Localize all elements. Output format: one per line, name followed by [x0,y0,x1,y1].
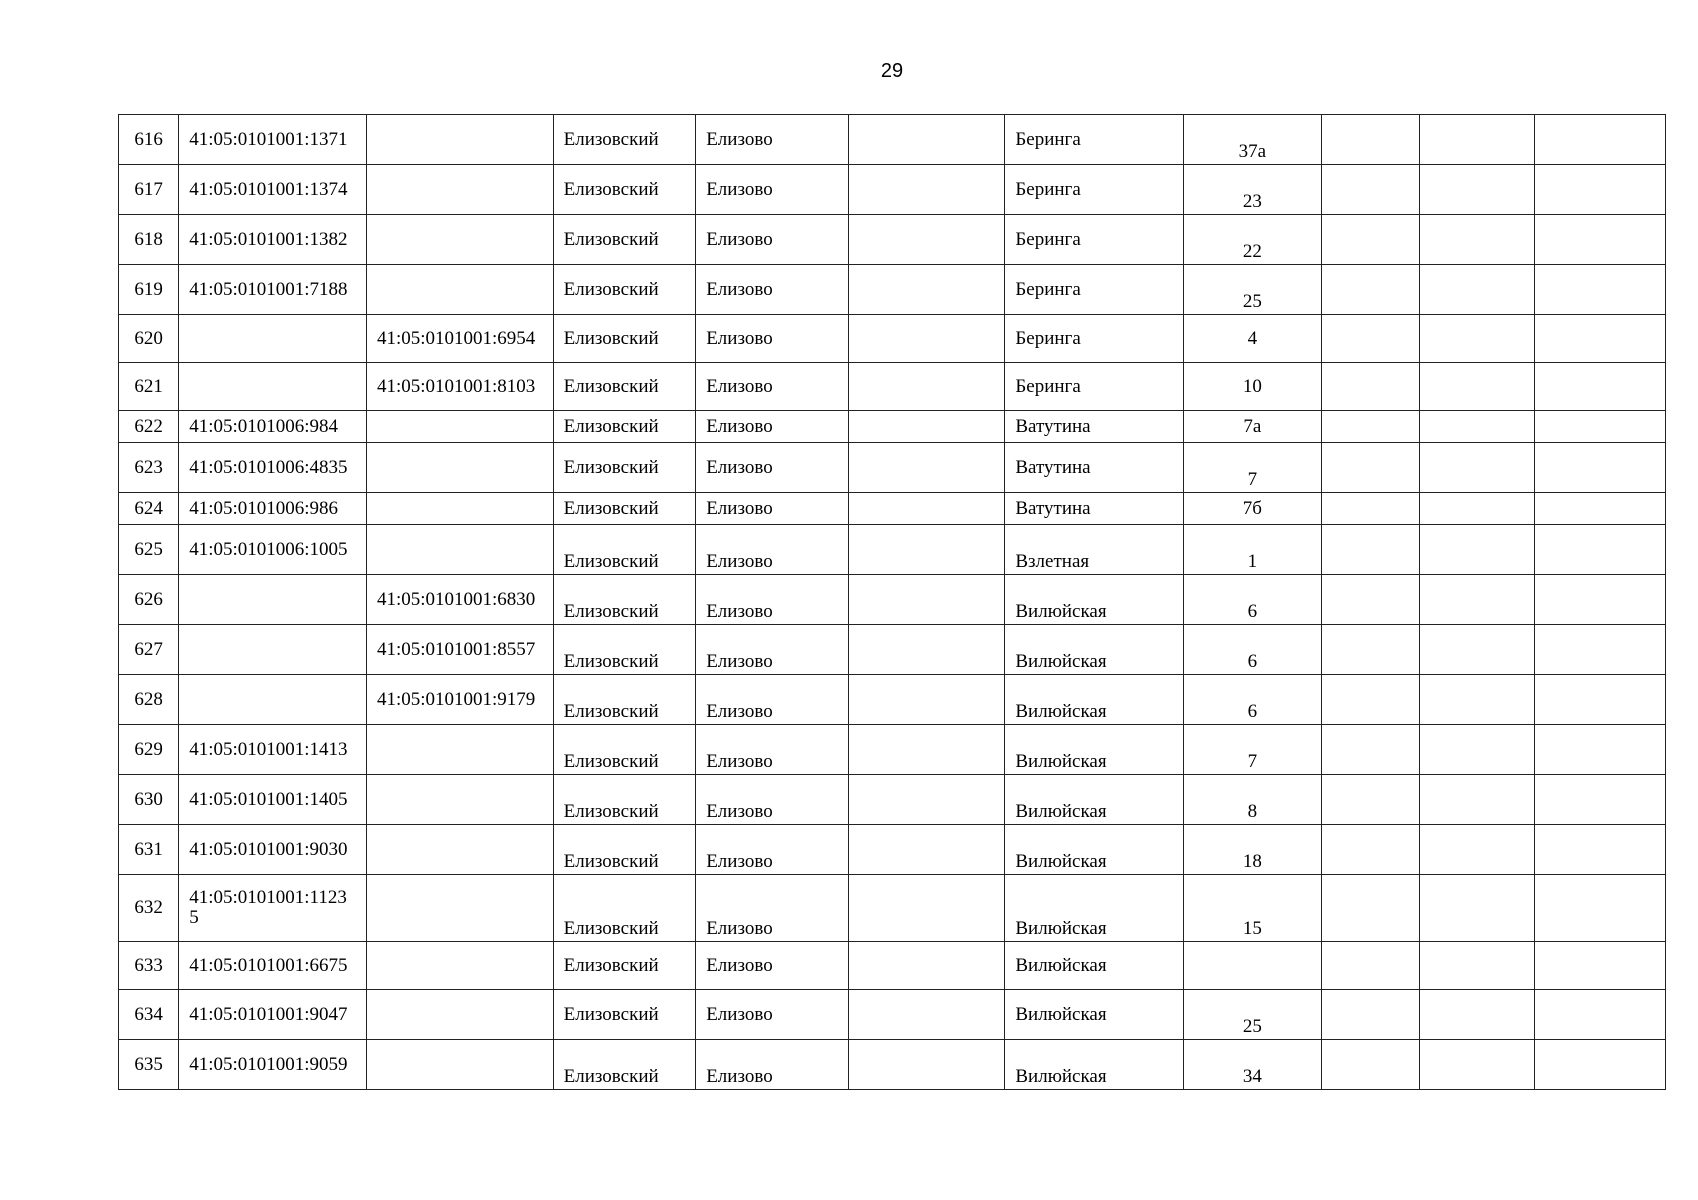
table-row [119,625,1666,675]
row-number: 625 [119,525,179,575]
linked-cadastral-number-cell [366,725,553,775]
district-cell: Елизовский [553,363,696,411]
city-cell: Елизово [696,363,849,411]
empty-cell [848,825,1005,875]
cadastral-number-cell: 41:05:0101001:7188 [179,265,367,315]
street-cell: Вилюйская [1005,625,1184,675]
empty-cell [1535,942,1666,990]
table-row [119,315,1666,363]
street-cell: Ватутина [1005,493,1184,525]
empty-cell [1419,675,1534,725]
street-cell: Вилюйская [1005,1040,1184,1090]
linked-cadastral-number-cell [366,825,553,875]
street-cell: Ватутина [1005,443,1184,493]
row-number: 624 [119,493,179,525]
empty-cell [1419,493,1534,525]
empty-cell [1535,675,1666,725]
house-number-cell: 22 [1184,215,1322,265]
empty-cell [1535,725,1666,775]
cadastral-number-cell: 41:05:0101001:1413 [179,725,367,775]
empty-cell [848,115,1005,165]
empty-cell [1321,990,1419,1040]
row-number: 632 [119,875,179,942]
district-cell: Елизовский [553,1040,696,1090]
row-number: 634 [119,990,179,1040]
empty-cell [848,675,1005,725]
cadastral-number-cell: 41:05:0101001:9030 [179,825,367,875]
linked-cadastral-number-cell [366,165,553,215]
city-cell: Елизово [696,315,849,363]
district-cell: Елизовский [553,115,696,165]
empty-cell [848,875,1005,942]
empty-cell [848,625,1005,675]
address-registry-table [118,114,1666,1090]
empty-cell [1535,1040,1666,1090]
empty-cell [848,315,1005,363]
empty-cell [1535,875,1666,942]
empty-cell [1321,315,1419,363]
empty-cell [1321,875,1419,942]
house-number-cell: 7 [1184,725,1322,775]
cadastral-number-cell [179,363,367,411]
table-row [119,990,1666,1040]
district-cell: Елизовский [553,875,696,942]
empty-cell [1535,363,1666,411]
row-number: 633 [119,942,179,990]
empty-cell [1535,775,1666,825]
cadastral-number-cell: 41:05:0101006:986 [179,493,367,525]
empty-cell [848,443,1005,493]
house-number-cell: 6 [1184,575,1322,625]
city-cell: Елизово [696,411,849,443]
row-number: 617 [119,165,179,215]
linked-cadastral-number-cell: 41:05:0101001:8557 [366,625,553,675]
street-cell: Беринга [1005,265,1184,315]
district-cell: Елизовский [553,315,696,363]
row-number: 623 [119,443,179,493]
linked-cadastral-number-cell: 41:05:0101001:8103 [366,363,553,411]
table-row [119,411,1666,443]
empty-cell [1321,443,1419,493]
street-cell: Взлетная [1005,525,1184,575]
empty-cell [848,493,1005,525]
empty-cell [1321,525,1419,575]
empty-cell [1321,625,1419,675]
house-number-cell: 25 [1184,265,1322,315]
table-row [119,525,1666,575]
empty-cell [848,165,1005,215]
house-number-cell: 7б [1184,493,1322,525]
table-row [119,215,1666,265]
empty-cell [1321,411,1419,443]
empty-cell [1321,775,1419,825]
empty-cell [848,990,1005,1040]
empty-cell [1535,825,1666,875]
cadastral-number-cell: 41:05:0101001:1371 [179,115,367,165]
house-number-cell: 18 [1184,825,1322,875]
table-row [119,1040,1666,1090]
empty-cell [1535,525,1666,575]
row-number: 619 [119,265,179,315]
district-cell: Елизовский [553,625,696,675]
street-cell: Ватутина [1005,411,1184,443]
row-number: 631 [119,825,179,875]
street-cell: Вилюйская [1005,825,1184,875]
street-cell: Беринга [1005,363,1184,411]
empty-cell [1419,215,1534,265]
cadastral-number-cell [179,625,367,675]
empty-cell [1419,363,1534,411]
empty-cell [1419,165,1534,215]
linked-cadastral-number-cell [366,1040,553,1090]
linked-cadastral-number-cell [366,215,553,265]
district-cell: Елизовский [553,165,696,215]
row-number: 626 [119,575,179,625]
linked-cadastral-number-cell [366,525,553,575]
district-cell: Елизовский [553,725,696,775]
district-cell: Елизовский [553,493,696,525]
house-number-cell: 6 [1184,625,1322,675]
linked-cadastral-number-cell [366,875,553,942]
table-row [119,775,1666,825]
row-number: 630 [119,775,179,825]
empty-cell [1419,575,1534,625]
empty-cell [1321,493,1419,525]
table-row [119,265,1666,315]
city-cell: Елизово [696,942,849,990]
street-cell: Беринга [1005,315,1184,363]
empty-cell [848,265,1005,315]
street-cell: Вилюйская [1005,875,1184,942]
house-number-cell: 25 [1184,990,1322,1040]
linked-cadastral-number-cell [366,775,553,825]
district-cell: Елизовский [553,775,696,825]
cadastral-number-cell: 41:05:0101001:9059 [179,1040,367,1090]
district-cell: Елизовский [553,265,696,315]
house-number-cell: 7а [1184,411,1322,443]
cadastral-number-cell: 41:05:0101001:1405 [179,775,367,825]
table-row [119,575,1666,625]
empty-cell [1321,115,1419,165]
house-number-cell: 1 [1184,525,1322,575]
district-cell: Елизовский [553,575,696,625]
city-cell: Елизово [696,875,849,942]
city-cell: Елизово [696,990,849,1040]
table-row [119,165,1666,215]
city-cell: Елизово [696,675,849,725]
street-cell: Беринга [1005,165,1184,215]
linked-cadastral-number-cell [366,265,553,315]
street-cell: Вилюйская [1005,942,1184,990]
empty-cell [1535,575,1666,625]
street-cell: Беринга [1005,215,1184,265]
row-number: 621 [119,363,179,411]
cadastral-number-cell [179,315,367,363]
district-cell: Елизовский [553,443,696,493]
empty-cell [1419,115,1534,165]
city-cell: Елизово [696,575,849,625]
linked-cadastral-number-cell [366,493,553,525]
empty-cell [848,775,1005,825]
city-cell: Елизово [696,725,849,775]
empty-cell [1535,990,1666,1040]
street-cell: Вилюйская [1005,990,1184,1040]
table-row [119,493,1666,525]
empty-cell [848,215,1005,265]
empty-cell [848,411,1005,443]
empty-cell [1419,825,1534,875]
city-cell: Елизово [696,825,849,875]
empty-cell [1419,942,1534,990]
cadastral-number-cell: 41:05:0101001:1382 [179,215,367,265]
empty-cell [1535,165,1666,215]
linked-cadastral-number-cell [366,115,553,165]
cadastral-number-cell: 41:05:0101001:11235 [179,875,367,942]
table-row [119,725,1666,775]
empty-cell [1535,493,1666,525]
empty-cell [1321,825,1419,875]
empty-cell [1321,215,1419,265]
street-cell: Беринга [1005,115,1184,165]
city-cell: Елизово [696,265,849,315]
city-cell: Елизово [696,1040,849,1090]
row-number: 635 [119,1040,179,1090]
row-number: 620 [119,315,179,363]
city-cell: Елизово [696,165,849,215]
cadastral-number-cell: 41:05:0101001:9047 [179,990,367,1040]
table-row [119,942,1666,990]
table-row [119,675,1666,725]
empty-cell [1535,115,1666,165]
empty-cell [848,363,1005,411]
table-row [119,825,1666,875]
cadastral-number-cell: 41:05:0101001:6675 [179,942,367,990]
empty-cell [1321,725,1419,775]
empty-cell [1419,265,1534,315]
house-number-cell [1184,942,1322,990]
empty-cell [1419,775,1534,825]
empty-cell [848,525,1005,575]
house-number-cell: 8 [1184,775,1322,825]
linked-cadastral-number-cell [366,411,553,443]
house-number-cell: 23 [1184,165,1322,215]
empty-cell [1535,443,1666,493]
cadastral-number-cell: 41:05:0101006:4835 [179,443,367,493]
street-cell: Вилюйская [1005,575,1184,625]
empty-cell [1419,725,1534,775]
empty-cell [1321,575,1419,625]
linked-cadastral-number-cell: 41:05:0101001:6954 [366,315,553,363]
table-row [119,363,1666,411]
row-number: 628 [119,675,179,725]
empty-cell [1419,411,1534,443]
district-cell: Елизовский [553,825,696,875]
linked-cadastral-number-cell [366,443,553,493]
empty-cell [1419,443,1534,493]
district-cell: Елизовский [553,942,696,990]
row-number: 629 [119,725,179,775]
district-cell: Елизовский [553,675,696,725]
house-number-cell: 4 [1184,315,1322,363]
empty-cell [1419,525,1534,575]
empty-cell [1419,315,1534,363]
empty-cell [1321,265,1419,315]
empty-cell [1535,315,1666,363]
empty-cell [848,1040,1005,1090]
empty-cell [1321,675,1419,725]
house-number-cell: 7 [1184,443,1322,493]
empty-cell [1419,990,1534,1040]
street-cell: Вилюйская [1005,675,1184,725]
house-number-cell: 37а [1184,115,1322,165]
district-cell: Елизовский [553,411,696,443]
empty-cell [848,575,1005,625]
table-row [119,115,1666,165]
house-number-cell: 6 [1184,675,1322,725]
linked-cadastral-number-cell: 41:05:0101001:9179 [366,675,553,725]
empty-cell [848,725,1005,775]
district-cell: Елизовский [553,990,696,1040]
city-cell: Елизово [696,625,849,675]
district-cell: Елизовский [553,215,696,265]
empty-cell [1321,165,1419,215]
row-number: 622 [119,411,179,443]
empty-cell [1419,875,1534,942]
empty-cell [1535,625,1666,675]
empty-cell [1321,942,1419,990]
empty-cell [1419,625,1534,675]
house-number-cell: 15 [1184,875,1322,942]
city-cell: Елизово [696,493,849,525]
row-number: 616 [119,115,179,165]
empty-cell [1535,215,1666,265]
table-row [119,443,1666,493]
cadastral-number-cell: 41:05:0101006:984 [179,411,367,443]
district-cell: Елизовский [553,525,696,575]
linked-cadastral-number-cell: 41:05:0101001:6830 [366,575,553,625]
empty-cell [1419,1040,1534,1090]
empty-cell [1535,411,1666,443]
row-number: 618 [119,215,179,265]
page-number: 29 [880,60,904,82]
house-number-cell: 10 [1184,363,1322,411]
city-cell: Елизово [696,443,849,493]
empty-cell [848,942,1005,990]
house-number-cell: 34 [1184,1040,1322,1090]
cadastral-number-cell [179,575,367,625]
city-cell: Елизово [696,215,849,265]
empty-cell [1321,1040,1419,1090]
city-cell: Елизово [696,775,849,825]
table-row [119,875,1666,942]
cadastral-number-cell: 41:05:0101006:1005 [179,525,367,575]
empty-cell [1535,265,1666,315]
city-cell: Елизово [696,525,849,575]
street-cell: Вилюйская [1005,725,1184,775]
empty-cell [1321,363,1419,411]
linked-cadastral-number-cell [366,942,553,990]
street-cell: Вилюйская [1005,775,1184,825]
cadastral-number-cell [179,675,367,725]
city-cell: Елизово [696,115,849,165]
cadastral-number-cell: 41:05:0101001:1374 [179,165,367,215]
row-number: 627 [119,625,179,675]
linked-cadastral-number-cell [366,990,553,1040]
